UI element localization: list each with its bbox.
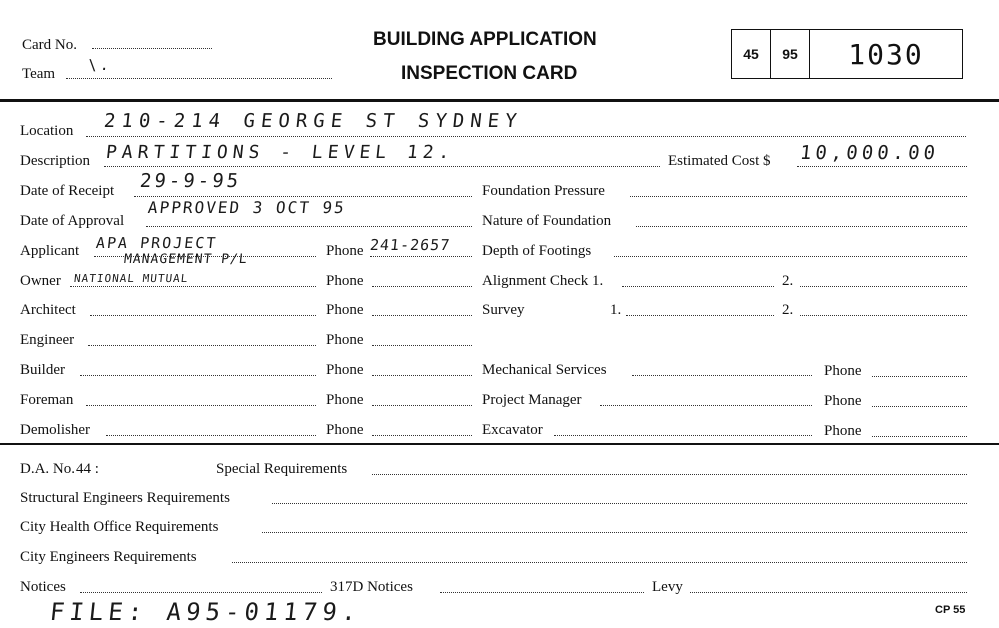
architect-phone-label: Phone [326, 302, 364, 318]
applicant-value-1: APA PROJECT [95, 234, 219, 252]
mechanical-phone-label: Phone [824, 363, 862, 379]
box-number: 1030 [848, 37, 924, 71]
structural-line[interactable] [272, 503, 967, 504]
owner-line[interactable] [70, 286, 316, 287]
levy-line[interactable] [690, 592, 967, 593]
engineer-phone-line[interactable] [372, 345, 472, 346]
builder-line[interactable] [80, 375, 316, 376]
foreman-phone-label: Phone [326, 392, 364, 408]
notices-317d-label: 317D Notices [330, 579, 413, 595]
project-manager-phone-line[interactable] [872, 406, 967, 407]
structural-label: Structural Engineers Requirements [20, 490, 230, 506]
applicant-phone-value: 241-2657 [369, 236, 452, 254]
architect-label: Architect [20, 302, 76, 318]
date-approval-label: Date of Approval [20, 213, 125, 229]
levy-label: Levy [652, 579, 683, 595]
alignment-check-2-label: 2. [782, 273, 794, 289]
owner-label: Owner [20, 273, 61, 289]
foreman-label: Foreman [20, 392, 74, 408]
file-number: FILE: A95-01179. [48, 598, 363, 626]
owner-phone-label: Phone [326, 273, 364, 289]
special-requirements-label: Special Requirements [216, 461, 348, 477]
engineer-line[interactable] [88, 345, 316, 346]
health-label: City Health Office Requirements [20, 519, 219, 535]
team-line[interactable] [66, 78, 332, 79]
project-manager-label: Project Manager [482, 392, 582, 408]
demolisher-label: Demolisher [20, 422, 90, 438]
mechanical-label: Mechanical Services [482, 362, 607, 378]
owner-value: NATIONAL MUTUAL [73, 272, 190, 285]
card-no-line[interactable] [92, 48, 212, 49]
date-receipt-value: 29-9-95 [138, 170, 243, 192]
description-label: Description [20, 153, 90, 169]
demolisher-line[interactable] [106, 435, 316, 436]
nature-foundation-line[interactable] [636, 226, 967, 227]
box-a: 45 [732, 30, 771, 78]
date-receipt-line[interactable] [134, 196, 472, 197]
alignment-check-1-line[interactable] [622, 286, 774, 287]
applicant-value-2: MANAGEMENT P/L [123, 252, 249, 267]
mechanical-line[interactable] [632, 375, 812, 376]
applicant-phone-line[interactable] [370, 256, 472, 257]
alignment-check-2-line[interactable] [800, 286, 967, 287]
foundation-pressure-label: Foundation Pressure [482, 183, 605, 199]
foundation-pressure-line[interactable] [630, 196, 967, 197]
depth-footings-label: Depth of Footings [482, 243, 592, 259]
builder-label: Builder [20, 362, 65, 378]
survey-2-line[interactable] [800, 315, 967, 316]
survey-label: Survey [482, 302, 525, 318]
city-engineers-line[interactable] [232, 562, 967, 563]
description-line[interactable] [104, 166, 660, 167]
builder-phone-label: Phone [326, 362, 364, 378]
divider-top [0, 99, 999, 102]
excavator-phone-line[interactable] [872, 436, 967, 437]
divider-middle [0, 443, 999, 445]
owner-phone-line[interactable] [372, 286, 472, 287]
demolisher-phone-line[interactable] [372, 435, 472, 436]
depth-footings-line[interactable] [614, 256, 967, 257]
estimated-cost-label: Estimated Cost $ [668, 153, 771, 169]
survey-1-line[interactable] [626, 315, 774, 316]
city-engineers-label: City Engineers Requirements [20, 549, 197, 565]
form-code: CP 55 [935, 604, 966, 616]
foreman-phone-line[interactable] [372, 405, 472, 406]
notices-317d-line[interactable] [440, 592, 644, 593]
team-label: Team [22, 66, 56, 82]
survey-2-label: 2. [782, 302, 794, 318]
notices-line[interactable] [80, 592, 322, 593]
engineer-label: Engineer [20, 332, 75, 348]
date-receipt-label: Date of Receipt [20, 183, 115, 199]
estimated-cost-value: 10,000.00 [798, 142, 941, 164]
architect-phone-line[interactable] [372, 315, 472, 316]
nature-foundation-label: Nature of Foundation [482, 213, 612, 229]
location-value: 210-214 GEORGE ST SYDNEY [102, 110, 524, 132]
excavator-phone-label: Phone [824, 423, 862, 439]
title-line2: INSPECTION CARD [401, 63, 578, 84]
project-manager-line[interactable] [600, 405, 812, 406]
mechanical-phone-line[interactable] [872, 376, 967, 377]
alignment-check-label: Alignment Check 1. [482, 273, 604, 289]
location-line[interactable] [86, 136, 966, 137]
architect-line[interactable] [90, 315, 316, 316]
card-no-label: Card No. [22, 37, 77, 53]
engineer-phone-label: Phone [326, 332, 364, 348]
description-value: PARTITIONS - LEVEL 12. [104, 142, 456, 163]
team-value: \. [87, 56, 114, 74]
survey-1-label: 1. [610, 302, 622, 318]
date-approval-line[interactable] [146, 226, 472, 227]
box-b: 95 [771, 30, 810, 78]
estimated-cost-line[interactable] [797, 166, 967, 167]
applicant-label: Applicant [20, 243, 80, 259]
applicant-phone-label: Phone [326, 243, 364, 259]
excavator-label: Excavator [482, 422, 543, 438]
special-requirements-line[interactable] [372, 474, 967, 475]
project-manager-phone-label: Phone [824, 393, 862, 409]
location-label: Location [20, 123, 74, 139]
health-line[interactable] [262, 532, 967, 533]
da-no-value: 44 : [76, 461, 99, 477]
builder-phone-line[interactable] [372, 375, 472, 376]
card-number-box [731, 29, 963, 79]
title-line1: BUILDING APPLICATION [373, 29, 597, 50]
notices-label: Notices [20, 579, 66, 595]
foreman-line[interactable] [86, 405, 316, 406]
demolisher-phone-label: Phone [326, 422, 364, 438]
excavator-line[interactable] [554, 435, 812, 436]
da-no-label: D.A. No. [20, 461, 75, 477]
date-approval-value: APPROVED 3 OCT 95 [147, 198, 347, 217]
